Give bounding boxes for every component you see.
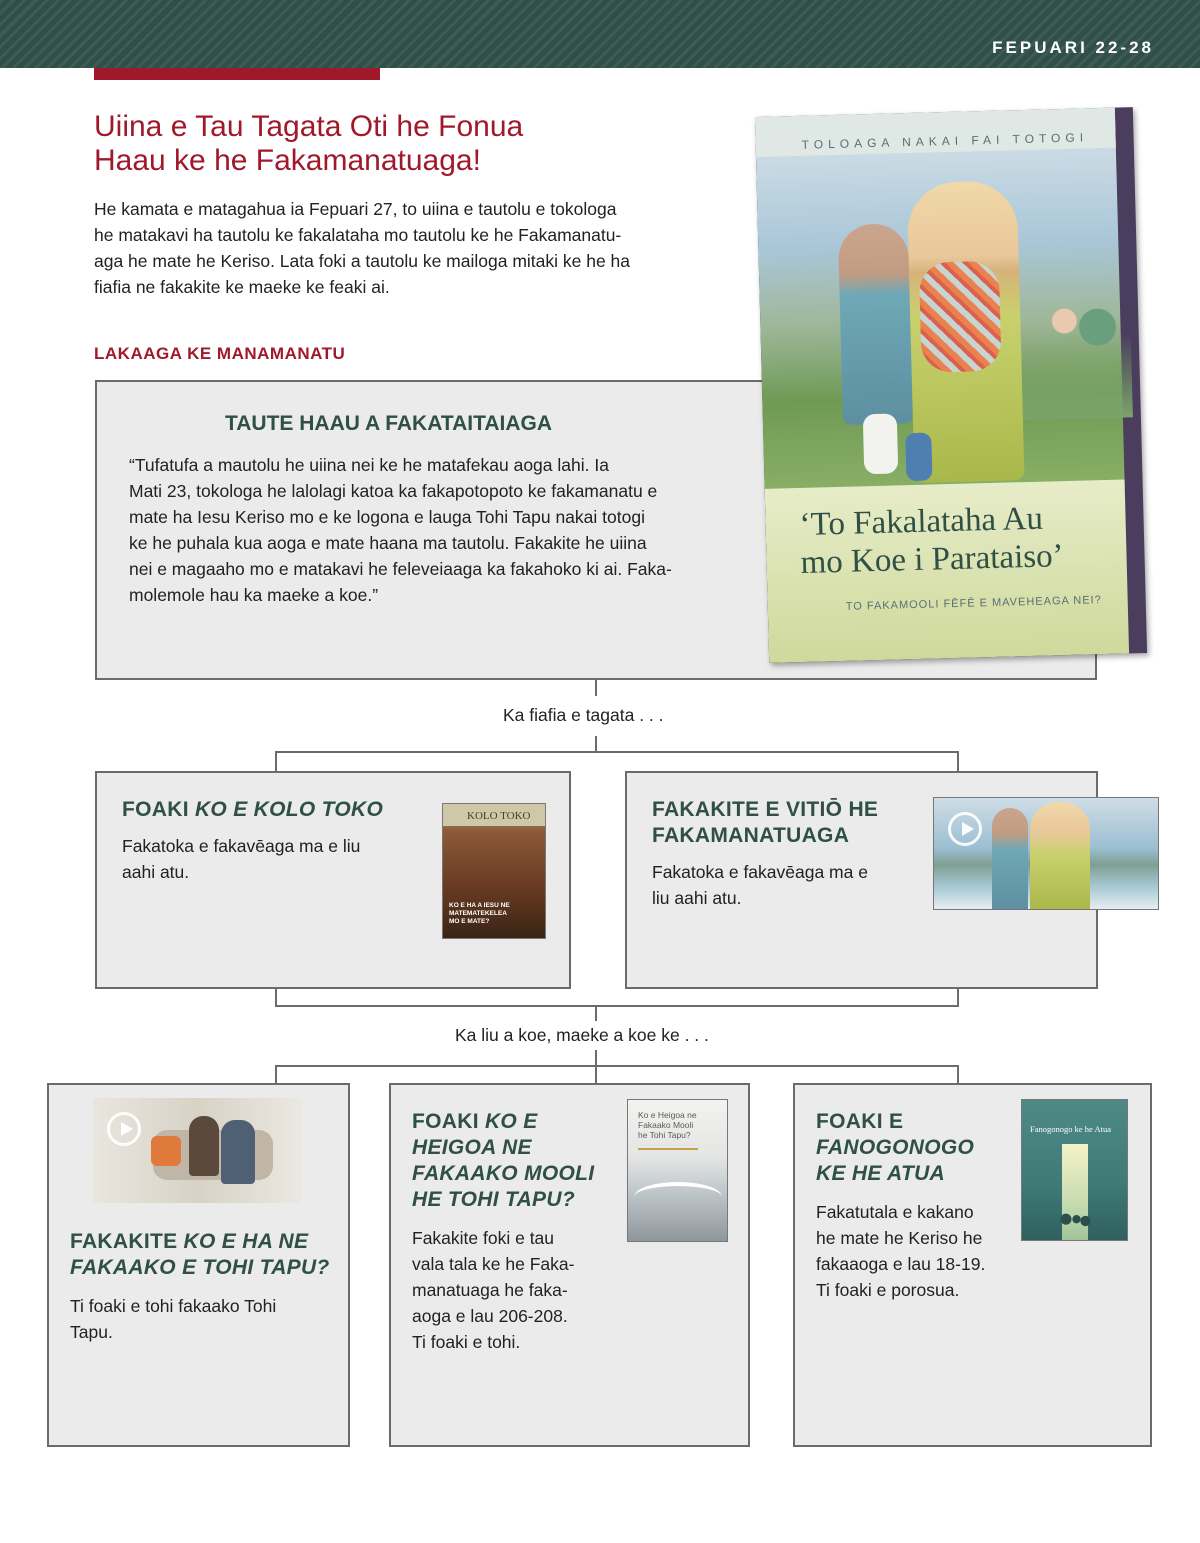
intro-line: he matakavi ha tautolu ke fakalataha mo tautolu ke he Fakamanatu- <box>94 225 622 245</box>
card-title-italic: KO E <box>484 1110 538 1133</box>
memorial-video-thumbnail[interactable] <box>933 797 1159 910</box>
card-body <box>816 1199 1026 1303</box>
card-title-italic: FAKAAKO MOOLI <box>412 1162 595 1185</box>
brochure-subtitle: TO FAKAMOOLI FĒFĒ E MAVEHEAGA NEI? <box>845 594 1102 613</box>
connector-line <box>595 1065 597 1085</box>
card-body-line: aahi atu. <box>122 862 190 882</box>
quote-line: “Tufatufa a mautolu he uiina nei ke he matafekau aoga lahi. Ia <box>129 455 609 475</box>
card-title-line-2: FAKAMANATUAGA <box>652 824 850 847</box>
quote-line: Mati 23, tokologa he lalolagi katoa ka fakapotopoto ke fakamanatu e <box>129 481 658 501</box>
card-body <box>412 1225 622 1355</box>
quote-line: ke he puhala kua aoga e mate haana ma tautolu. Fakakite he uiina <box>129 533 647 553</box>
video-woman-figure <box>1030 802 1090 910</box>
card-title <box>70 1229 340 1281</box>
card-body-line: Ti foaki e tohi. <box>412 1332 521 1352</box>
card-body-line: manatuaga he faka- <box>412 1280 568 1300</box>
card-title-plain: FOAKI E <box>816 1110 904 1133</box>
brochure-title <box>799 498 1121 582</box>
card-title <box>412 1109 622 1213</box>
card-body <box>652 859 922 911</box>
card-body-line: vala tala ke he Faka- <box>412 1254 575 1274</box>
card-title-line-1: FAKAKITE E VITIŌ HE <box>652 798 879 821</box>
connector-interested-text: Ka fiafia e tagata . . . <box>503 705 664 725</box>
brochure-people-figure <box>1019 277 1133 420</box>
brochure-horse-figure <box>863 413 899 474</box>
connector-line <box>275 1065 959 1067</box>
brochure-title-line-1: ‘To Fakalataha Au <box>799 500 1044 544</box>
play-icon[interactable] <box>107 1112 141 1146</box>
page-title <box>94 110 714 178</box>
brochure-top-text: TOLOAGA NAKAI FAI TOTOGI <box>801 130 1089 152</box>
card-body-line: fakaaoga e lau 18-19. <box>816 1254 986 1274</box>
why-study-video-thumbnail[interactable] <box>93 1098 302 1203</box>
magazine-headline-line: KO E HA A IESU NE <box>449 902 510 909</box>
card-title-italic: HEIGOA NE <box>412 1136 532 1159</box>
intro-line: He kamata e matagahua ia Fepuari 27, to uiina e tautolu e tokologa <box>94 199 617 219</box>
card-body-line: Fakatutala e kakano <box>816 1202 974 1222</box>
connector-if-time-text: Ka liu a koe, maeke a koe ke . . . <box>455 1025 709 1045</box>
card-offer-listen-to-god <box>793 1083 1152 1447</box>
book-cover-title-line: he Tohi Tapu? <box>638 1130 691 1140</box>
invitation-quote <box>129 452 739 608</box>
quote-line: molemole hau ka maeke a koe.” <box>129 585 379 605</box>
card-title-italic: HE TOHI TAPU? <box>412 1188 575 1211</box>
invitation-title: TAUTE HAAU A FAKATAITAIAGA <box>225 412 553 435</box>
connector-line <box>957 1065 959 1085</box>
listen-to-god-brochure-cover-image[interactable] <box>1021 1099 1128 1241</box>
card-title <box>122 797 442 823</box>
card-body-line: he mate he Keriso he <box>816 1228 983 1248</box>
connector-line <box>275 751 277 773</box>
book-cover-title-line: Fakaako Mooli <box>638 1120 694 1130</box>
card-offer-bible-teach-book <box>389 1083 750 1447</box>
connector-line <box>275 1065 277 1085</box>
card-title <box>816 1109 1016 1187</box>
date-label: FEPUARI 22-28 <box>992 38 1154 57</box>
card-title <box>652 797 932 849</box>
card-body-line: Fakakite foki e tau <box>412 1228 555 1248</box>
intro-paragraph <box>94 196 714 300</box>
card-body-line: aoga e lau 206-208. <box>412 1306 568 1326</box>
connector-line <box>595 736 597 752</box>
brochure-man-figure <box>838 223 913 425</box>
magazine-headline-line: MO E MATE? <box>449 918 490 925</box>
page-title-line-2: Haau ke he Fakamanatuaga! <box>94 144 481 177</box>
card-body-line: Fakatoka e fakavēaga ma e <box>652 862 868 882</box>
card-title-italic: KO E HA NE <box>183 1230 309 1253</box>
video-pillow-figure <box>151 1136 181 1166</box>
magazine-headline <box>449 902 510 926</box>
book-cover-title-line: Ko e Heigoa ne <box>638 1110 697 1120</box>
intro-line: aga he mate he Keriso. Lata foki a tautolu ke mailoga mitaki ke he ha <box>94 251 631 271</box>
section-label: LAKAAGA KE MANAMANATU <box>94 344 346 363</box>
video-woman-reading-figure <box>189 1116 219 1176</box>
video-man-reading-figure <box>221 1120 255 1184</box>
connector-line <box>595 1050 597 1066</box>
connector-line <box>275 751 959 753</box>
connector-line <box>595 1005 597 1021</box>
magazine-cover-image[interactable] <box>442 803 546 939</box>
open-bible-icon <box>634 1182 722 1212</box>
play-icon[interactable] <box>948 812 982 846</box>
card-title-italic: FAKAAKO E TOHI TAPU? <box>70 1256 330 1279</box>
quote-line: nei e magaaho mo e matakavi he feleveiaaga ka fakahoko ki ai. Faka- <box>129 559 672 579</box>
card-body-line: Fakatoka e fakavēaga ma e liu <box>122 836 361 856</box>
connector-line <box>595 680 597 696</box>
page-title-line-1: Uiina e Tau Tagata Oti he Fonua <box>94 110 524 143</box>
card-body-line: liu aahi atu. <box>652 888 742 908</box>
video-man-figure <box>992 808 1028 910</box>
connector-line <box>957 751 959 773</box>
intro-line: fiafia ne fakakite ke maeke ke feaki ai. <box>94 277 390 297</box>
card-body <box>70 1293 330 1345</box>
book-cover-title <box>638 1110 697 1140</box>
card-body-line: Ti foaki e porosua. <box>816 1280 960 1300</box>
card-body <box>122 833 412 885</box>
book-cover-rule <box>638 1148 698 1150</box>
card-title-plain: FAKAKITE <box>70 1230 184 1253</box>
invitation-brochure-image <box>755 107 1147 663</box>
brochure-title-line-2: mo Koe i Parataiso’ <box>800 538 1065 581</box>
card-title-italic: FANOGONOGO <box>816 1136 975 1159</box>
brochure-boy-figure <box>905 433 932 482</box>
card-title-plain: FOAKI <box>122 798 195 821</box>
card-body-line: Tapu. <box>70 1322 113 1342</box>
magazine-masthead: KOLO TOKO <box>467 810 531 822</box>
brochure-photo <box>755 108 1125 497</box>
card-body-line: Ti foaki e tohi fakaako Tohi <box>70 1296 277 1316</box>
family-silhouette-figure <box>1060 1212 1090 1230</box>
brochure-scarf-figure <box>919 261 1002 373</box>
magazine-headline-line: MATEMATEKELEA <box>449 910 507 917</box>
accent-bar <box>94 68 380 80</box>
brochure-cover-title: Fanogonogo ke he Atua <box>1030 1124 1111 1134</box>
connector-line <box>275 1005 959 1007</box>
card-title-plain: FOAKI <box>412 1110 485 1133</box>
bible-teach-book-cover-image[interactable] <box>627 1099 728 1242</box>
card-title-italic: KO E KOLO TOKO <box>194 798 384 821</box>
quote-line: mate ha Iesu Keriso mo e ke logona e lauga Tohi Tapu nakai totogi <box>129 507 645 527</box>
card-offer-magazine <box>95 771 571 989</box>
card-title-italic: KE HE ATUA <box>816 1162 945 1185</box>
